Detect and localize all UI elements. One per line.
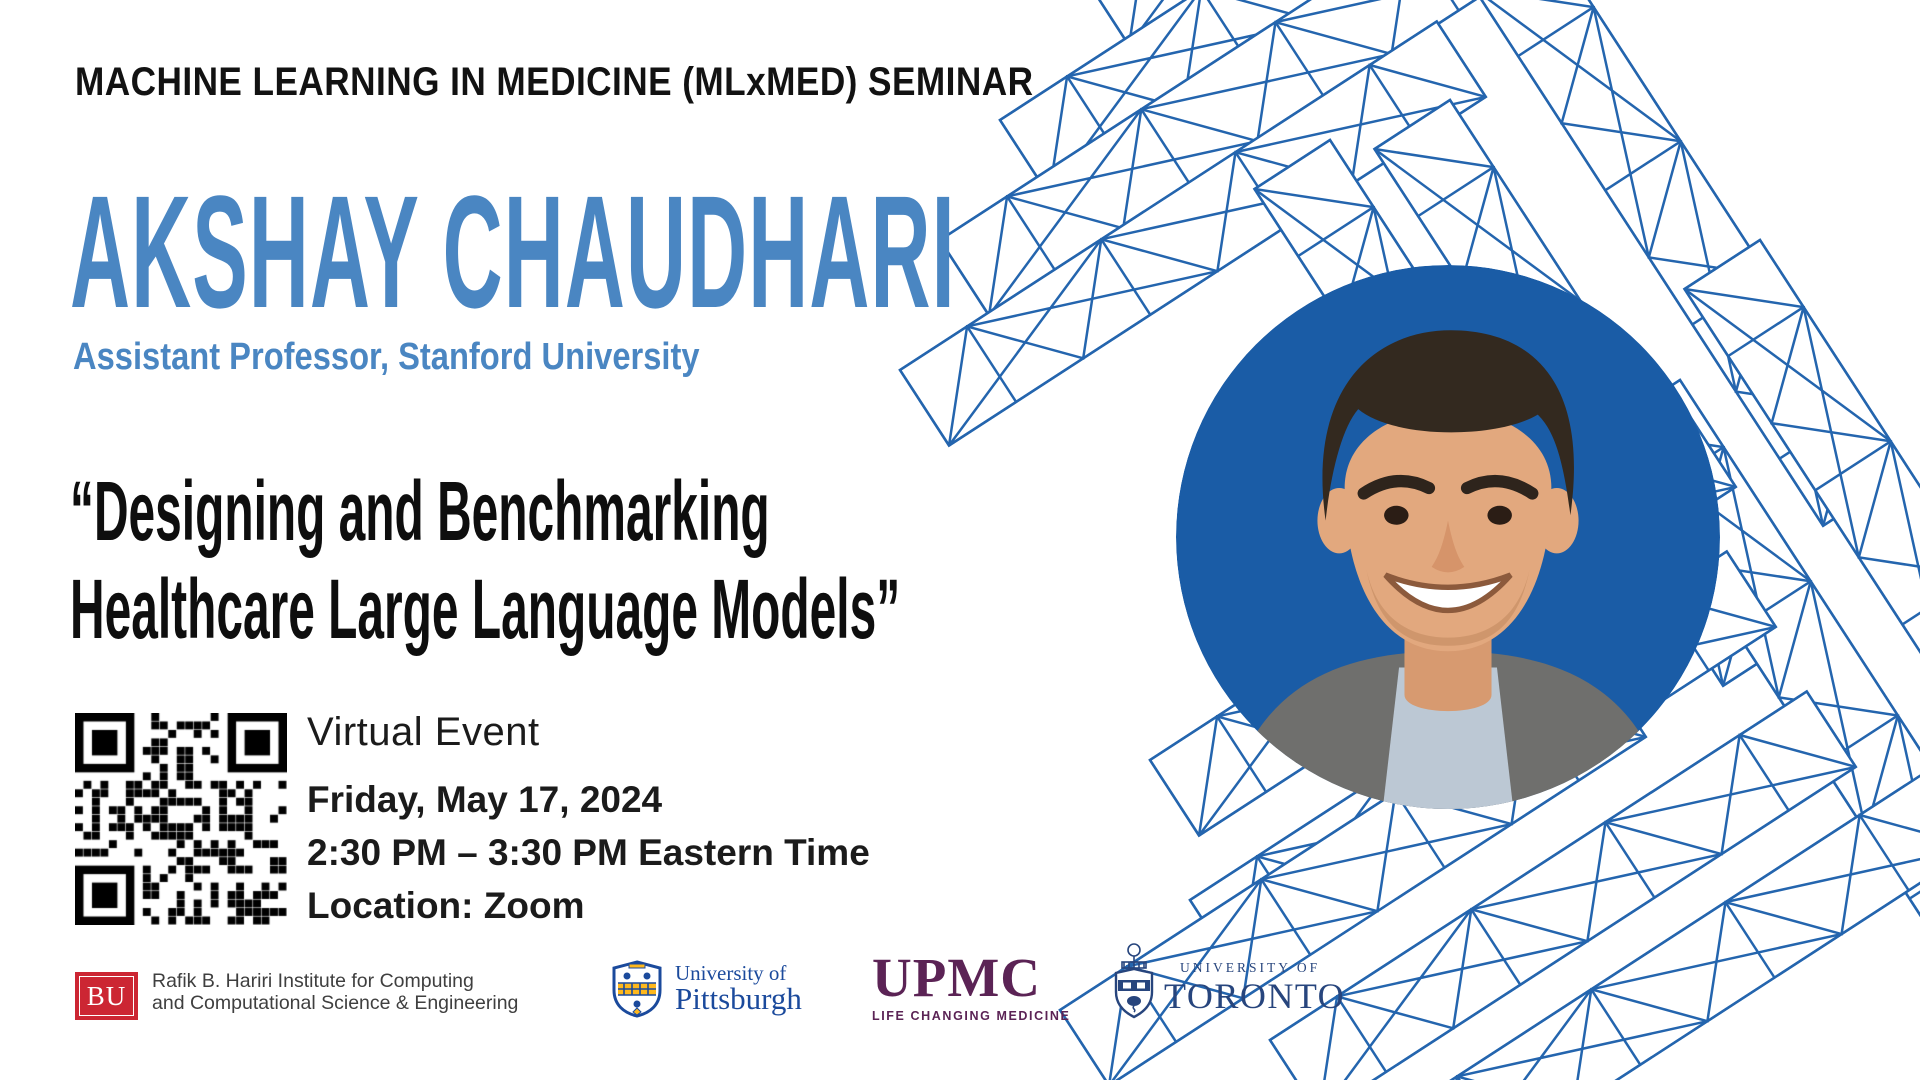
talk-title-line2: Healthcare Large Language Models” [70, 562, 901, 656]
pitt-name-line1: University of [675, 961, 787, 985]
toronto-name-line2: TORONTO [1164, 976, 1346, 1016]
pitt-shield-icon [612, 960, 662, 1018]
talk-title [70, 462, 900, 658]
hariri-institute-line2: and Computational Science & Engineering [152, 991, 519, 1014]
bu-monogram: BU [86, 980, 127, 1011]
event-location: Location: Zoom [307, 885, 585, 926]
speaker-headshot [1176, 265, 1720, 809]
upmc-logo [872, 947, 1071, 1023]
event-type: Virtual Event [307, 710, 540, 754]
series-title: MACHINE LEARNING IN MEDICINE (MLxMED) SEMINAR [75, 60, 1034, 104]
hariri-institute-name [152, 971, 518, 1014]
bu-logo-frame [79, 976, 134, 1016]
pitt-name-line2: Pittsburgh [675, 981, 802, 1016]
speaker-title: Assistant Professor, Stanford University [73, 336, 700, 378]
event-time: 2:30 PM – 3:30 PM Eastern Time [307, 832, 870, 873]
bu-logo [75, 972, 138, 1020]
hariri-institute-line1: Rafik B. Hariri Institute for Computing [152, 970, 474, 992]
qr-code-icon [75, 713, 287, 925]
pitt-logo [675, 963, 802, 1014]
upmc-tagline: LIFE CHANGING MEDICINE [872, 1009, 1071, 1023]
talk-title-line1: “Designing and Benchmarking [70, 464, 770, 558]
toronto-crest-icon [1110, 942, 1158, 1022]
toronto-name-line1: UNIVERSITY OF [1180, 960, 1321, 975]
upmc-name: UPMC [872, 947, 1041, 1008]
speaker-name: AKSHAY CHAUDHARI [70, 162, 956, 341]
event-date: Friday, May 17, 2024 [307, 779, 663, 820]
